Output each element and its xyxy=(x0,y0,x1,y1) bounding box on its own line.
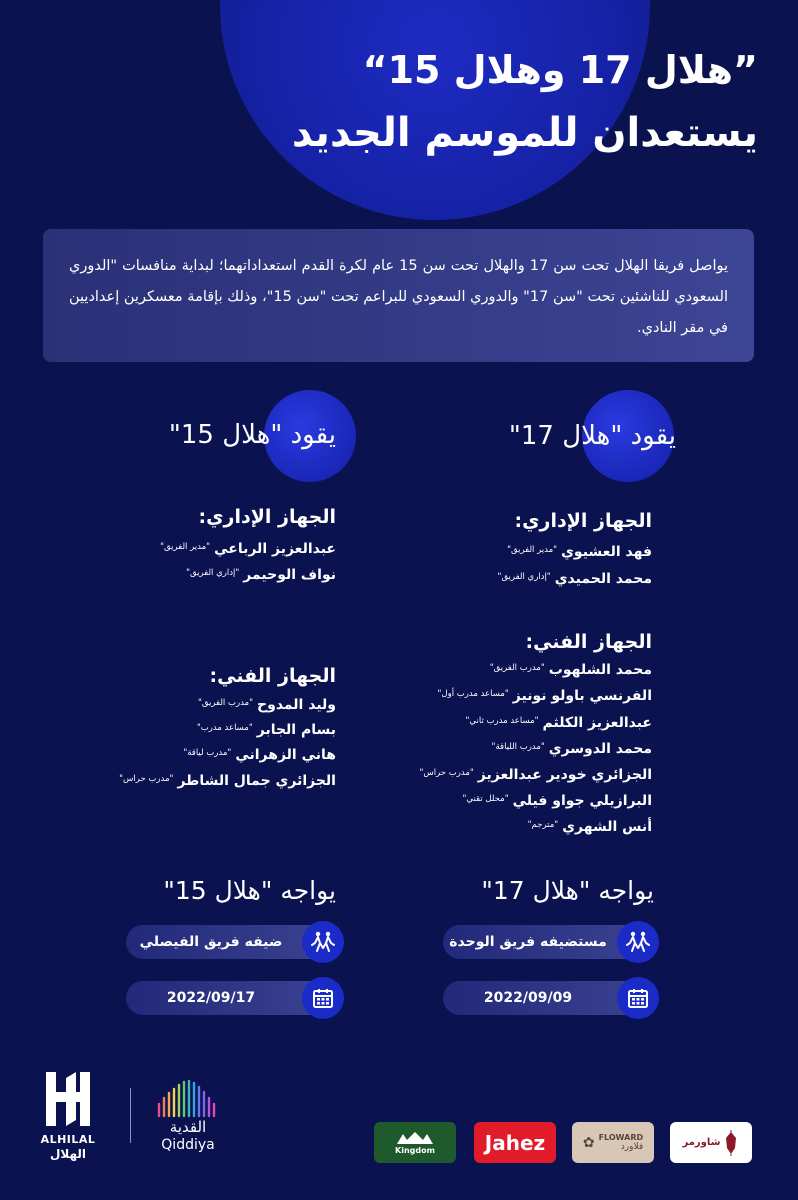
u15-date: 2022/09/17 xyxy=(166,990,256,1006)
u15-date-pill xyxy=(126,981,326,1015)
u15-faces: يواجه "هلال 15" xyxy=(163,876,336,905)
jahez-label: Jahez xyxy=(484,1130,546,1155)
sponsor-shawarmer xyxy=(670,1122,752,1163)
page-title-line2: يستعدان للموسم الجديد xyxy=(291,110,758,156)
u17-faces: يواجه "هلال 17" xyxy=(481,876,654,905)
floward-en: FLOWARD xyxy=(598,1133,644,1142)
qiddiya-logo xyxy=(155,1078,221,1118)
u15-admin-2: نواف الوحيمر$^{"إداري الفريق"}$ xyxy=(186,567,336,583)
page-title-line1: ”هلال 17 وهلال 15“ xyxy=(362,48,758,92)
u15-tech-2: بسام الجابر$^{"مساعد مدرب"}$ xyxy=(196,722,336,738)
u17-tech-2: الفرنسي باولو نونيز$^{"مساعد مدرب أول"}$ xyxy=(437,688,652,704)
alhilal-ar: الهلال xyxy=(49,1147,87,1161)
u15-match-pill xyxy=(126,925,326,959)
u15-tech-3: هاني الزهراني$^{"مدرب لياقة"}$ xyxy=(183,747,336,763)
footer-divider xyxy=(130,1088,131,1143)
u17-lead: يقود "هلال 17" xyxy=(508,421,676,451)
u17-tech-4: محمد الدوسري$^{"مدرب اللياقة"}$ xyxy=(491,741,652,757)
u17-tech-5: الجزائري خودير عبدالعزيز$^{"مدرب حراس"}$ xyxy=(419,767,652,783)
intro-box xyxy=(43,229,754,362)
shawarma-icon xyxy=(723,1130,739,1156)
qiddiya-en: Qiddiya xyxy=(161,1137,215,1153)
qiddiya-logo-mark xyxy=(155,1078,221,1118)
sponsor-floward xyxy=(572,1122,654,1163)
u17-tech-3: عبدالعزيز الكلثم$^{"مساعد مدرب ثاني"}$ xyxy=(465,715,652,731)
calendar-icon xyxy=(617,977,659,1019)
alhilal-logo-mark xyxy=(40,1070,96,1128)
intro-text: يواصل فريقا الهلال تحت سن 17 والهلال تحت سن 15 عام لكرة القدم استعداداتهما؛ لبداية منافسات "الدوري السعودي للناشئين تحت "سن 17" والدوري السعودي للبراعم تحت "سن 15"، وذلك بإقامة معسكرين إعداديين في مقر النادي. xyxy=(69,258,728,336)
players-icon xyxy=(617,921,659,963)
u17-tech-6: البرازيلي جواو فيلي$^{"محلل تقني"}$ xyxy=(462,793,652,809)
u15-tech-1: وليد المدوح$^{"مدرب الفريق"}$ xyxy=(197,697,336,713)
u17-tech-1: محمد الشلهوب$^{"مدرب الفريق"}$ xyxy=(489,662,652,678)
u17-tech-heading: الجهاز الفني: xyxy=(525,631,652,653)
u17-admin-heading: الجهاز الإداري: xyxy=(514,510,652,532)
u15-lead: يقود "هلال 15" xyxy=(168,420,336,450)
kingdom-label: Kingdom xyxy=(395,1146,435,1155)
u15-tech-heading: الجهاز الفني: xyxy=(209,665,336,687)
u15-admin-1: عبدالعزيز الرباعي$^{"مدير الفريق"}$ xyxy=(160,541,336,557)
u17-match-pill xyxy=(443,925,643,959)
players-icon-svg xyxy=(626,931,650,953)
u15-match: ضيفه فريق الفيصلي xyxy=(139,934,283,950)
players-icon-svg xyxy=(311,931,335,953)
floward-ar: فلاورد xyxy=(620,1142,644,1152)
u17-admin-1: فهد العشيوي$^{"مدير الفريق"}$ xyxy=(507,544,652,560)
u17-match: مستضيفه فريق الوحدة xyxy=(449,934,607,950)
qiddiya-ar: القدية xyxy=(169,1118,207,1136)
shawarmer-label: شاورمر xyxy=(682,1137,721,1148)
u17-admin-2: محمد الحميدي$^{"إداري الفريق"}$ xyxy=(497,571,652,587)
calendar-icon xyxy=(302,977,344,1019)
flower-icon: ✿ xyxy=(582,1134,595,1151)
u15-admin-heading: الجهاز الإداري: xyxy=(198,506,336,528)
sponsor-jahez xyxy=(474,1122,556,1163)
u17-date-pill xyxy=(443,981,643,1015)
u17-date: 2022/09/09 xyxy=(483,990,573,1006)
sponsor-kingdom xyxy=(374,1122,456,1163)
alhilal-en: ALHILAL xyxy=(40,1133,96,1146)
u17-tech-7: أنس الشهري$^{"مترجم"}$ xyxy=(527,819,652,835)
u15-tech-4: الجزائري جمال الشاطر$^{"مدرب حراس"}$ xyxy=(119,773,336,789)
kingdom-mark-icon xyxy=(395,1130,435,1146)
calendar-icon-svg xyxy=(312,987,334,1009)
players-icon xyxy=(302,921,344,963)
alhilal-logo xyxy=(40,1070,96,1128)
calendar-icon-svg xyxy=(627,987,649,1009)
